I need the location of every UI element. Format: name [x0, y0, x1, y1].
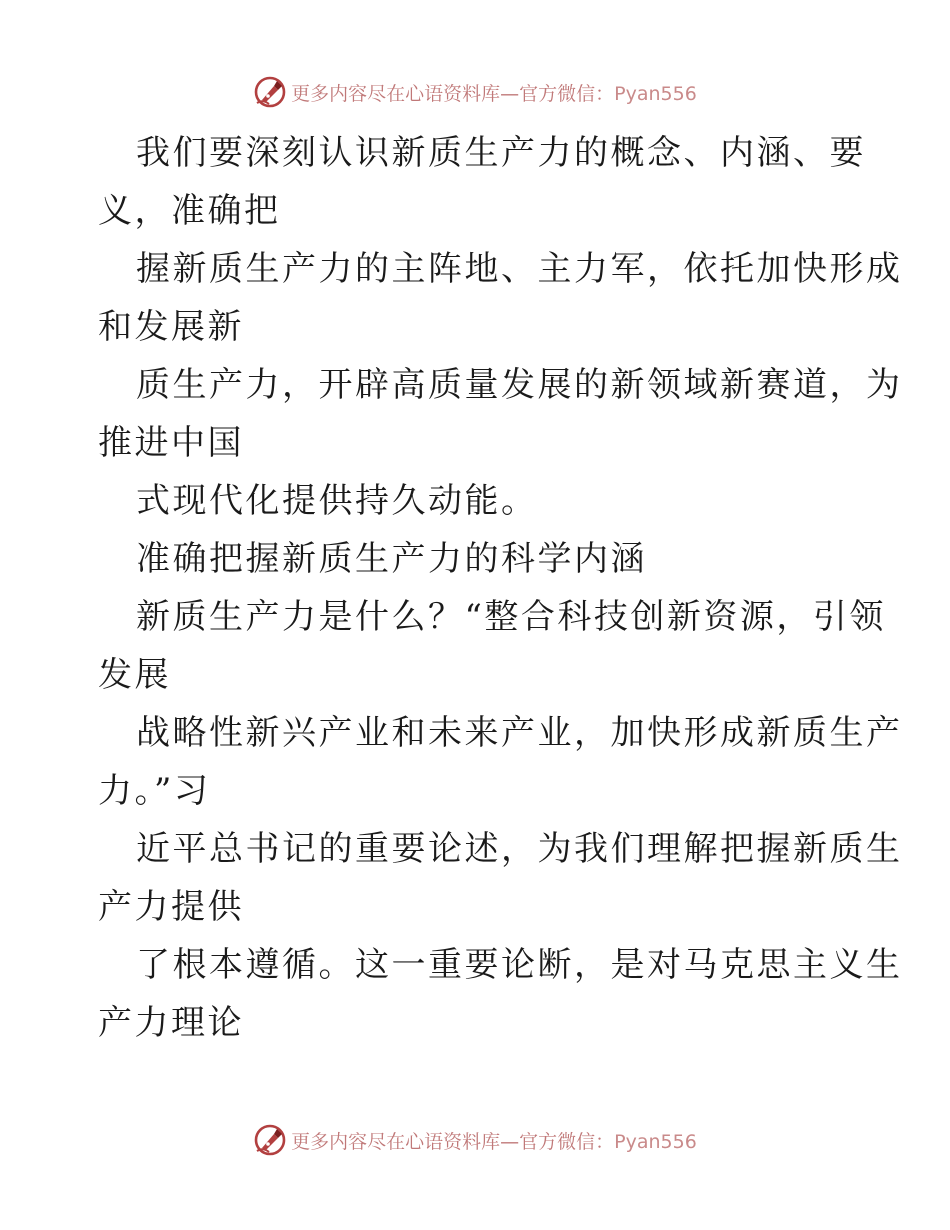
text-line: 发展: [98, 655, 171, 695]
pen-nib-logo-icon: [253, 75, 287, 109]
pen-nib-logo-icon: [253, 1123, 287, 1157]
text-line: 和发展新: [98, 307, 244, 347]
footer-banner: [0, 1120, 950, 1160]
text-line: 产力提供: [98, 887, 244, 927]
wechat-handle: Pyan556: [614, 1130, 697, 1153]
text-line: 推进中国: [98, 423, 244, 463]
text-line: 质生产力，开辟高质量发展的新领域新赛道，为: [136, 365, 903, 405]
section-heading: 准确把握新质生产力的科学内涵: [136, 539, 647, 579]
text-line: 近平总书记的重要论述，为我们理解把握新质生: [136, 829, 903, 869]
text-line: 我们要深刻认识新质生产力的概念、内涵、要: [136, 133, 866, 173]
text-line: 式现代化提供持久动能。: [136, 481, 538, 521]
text-line: 握新质生产力的主阵地、主力军，依托加快形成: [136, 249, 903, 289]
text-line: 产力理论: [98, 1003, 244, 1043]
header-banner: [0, 72, 950, 112]
banner-text: 更多内容尽在心语资料库—官方微信：Pyan556: [291, 82, 697, 105]
text-line: 了根本遵循。这一重要论断，是对马克思主义生: [136, 945, 903, 985]
text-line: 力。”习: [98, 771, 211, 811]
text-line: 战略性新兴产业和未来产业，加快形成新质生产: [136, 713, 903, 753]
text-line: 新质生产力是什么？“整合科技创新资源，引领: [136, 597, 886, 637]
document-body: [98, 124, 903, 1052]
wechat-handle: Pyan556: [614, 82, 697, 105]
banner-text: 更多内容尽在心语资料库—官方微信：Pyan556: [291, 1130, 697, 1153]
text-line: 义，准确把: [98, 191, 281, 231]
